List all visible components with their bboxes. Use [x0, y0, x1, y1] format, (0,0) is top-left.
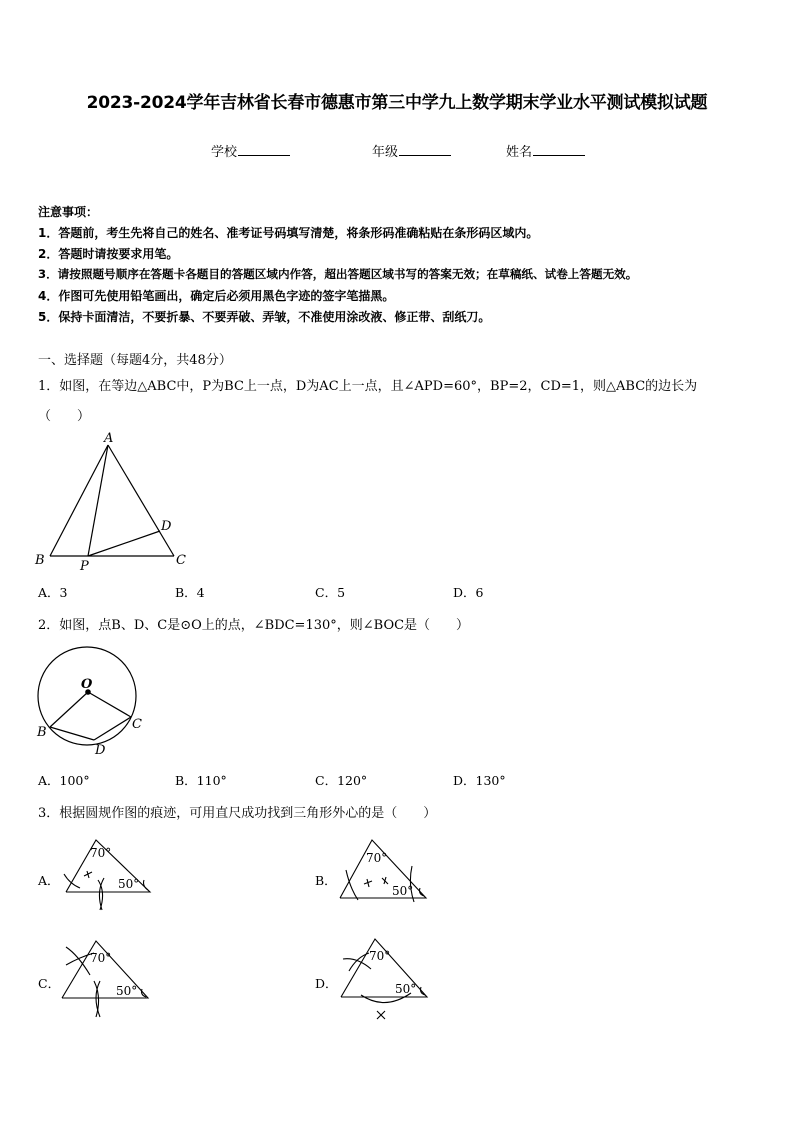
q1-option-a[interactable]: A．3: [38, 585, 68, 600]
q3b-cross-mark-2: [382, 877, 388, 884]
grade-field: [372, 141, 451, 160]
q3b-angle-top: 70°: [366, 851, 388, 865]
q3-figure-c: [58, 935, 158, 1025]
q1-label-b: B: [35, 553, 45, 568]
q3b-cross-mark-1: [364, 879, 372, 887]
school-field: [211, 141, 290, 160]
q3a-angle-arc: [144, 880, 149, 890]
name-label: 姓名: [506, 145, 533, 160]
name-field: [506, 141, 585, 160]
q1-side-ab: [50, 445, 108, 556]
q1-label-c: C: [176, 553, 186, 568]
q2-option-d[interactable]: D．130°: [453, 773, 506, 788]
q2-label-o: O: [81, 677, 93, 692]
name-blank: [533, 143, 585, 156]
q2-radius-ob: [50, 692, 88, 727]
q1-option-b[interactable]: B．4: [175, 585, 205, 600]
q2-figure: [30, 640, 160, 760]
q3b-angle-right: 50°: [392, 884, 414, 898]
q1-label-p: P: [80, 559, 89, 573]
school-blank: [238, 143, 290, 156]
q2-label-b: B: [37, 725, 47, 740]
section-heading: 一、选择题（每题4分，共48分）: [38, 353, 232, 368]
q3-option-d[interactable]: D．: [315, 976, 338, 991]
notice-item-1: 1．答题前，考生先将自己的姓名、准考证号码填写清楚，将条形码准确粘贴在条形码区域内。: [38, 226, 539, 240]
q1-label-a: A: [104, 431, 114, 446]
q3c-angle-top: 70°: [90, 951, 112, 965]
q1-option-c[interactable]: C．5: [315, 585, 346, 600]
q1-side-ac: [108, 445, 174, 556]
q2-chord-bd: [50, 727, 94, 740]
q3d-cross-mark: [377, 1011, 385, 1019]
page-title: 2023-2024学年吉林省长春市德惠市第三中学九上数学期末学业水平测试模拟试题: [86, 93, 708, 113]
notice-heading: 注意事项：: [38, 205, 99, 219]
q3c-angle-right: 50°: [116, 984, 138, 998]
grade-label: 年级: [372, 145, 399, 160]
q3-text: 3．根据圆规作图的痕迹，可用直尺成功找到三角形外心的是（ ）: [38, 806, 437, 821]
q3-option-c[interactable]: C．: [38, 976, 61, 991]
q2-radius-oc: [88, 692, 131, 717]
q1-text: 1．如图，在等边△ABC中，P为BC上一点，D为AC上一点，且∠APD=60°，BP=2，CD=1，则△ABC的边长为: [38, 379, 698, 394]
q3a-cross-mark: [84, 871, 92, 878]
q1-paren: （ ）: [38, 409, 91, 424]
q2-label-d: D: [95, 743, 106, 758]
q3d-arc-top-2: [349, 953, 369, 971]
q3-figure-d: [335, 935, 435, 1027]
q3d-angle-top: 70°: [369, 949, 391, 963]
q3a-angle-right: 50°: [118, 877, 140, 891]
q3-option-a[interactable]: A．: [38, 873, 60, 888]
q3d-angle-right: 50°: [395, 982, 417, 996]
notice-item-4: 4．作图可先使用铅笔画出，确定后必须用黑色字迹的签字笔描黑。: [38, 289, 395, 303]
q1-figure: [30, 428, 200, 573]
q1-segment-ap: [88, 445, 108, 556]
grade-blank: [399, 143, 451, 156]
q3-figure-b: [334, 832, 434, 907]
q1-segment-pd: [88, 531, 160, 556]
q3-figure-a: [60, 832, 160, 922]
q2-option-a[interactable]: A．100°: [38, 773, 90, 788]
q2-circle-o: [38, 647, 136, 745]
q3-option-b[interactable]: B．: [315, 873, 337, 888]
q2-chord-dc: [94, 717, 131, 740]
school-label: 学校: [211, 145, 238, 160]
notice-item-2: 2．答题时请按要求用笔。: [38, 247, 179, 261]
notice-item-3: 3．请按照题号顺序在答题卡各题目的答题区域内作答，超出答题区域书写的答案无效；在草稿纸、试卷上答题无效。: [38, 267, 638, 281]
q1-label-d: D: [161, 519, 172, 534]
q1-option-d[interactable]: D．6: [453, 585, 484, 600]
q3a-angle-top: 70°: [90, 846, 112, 860]
q2-option-b[interactable]: B．110°: [175, 773, 227, 788]
q2-label-c: C: [132, 717, 142, 732]
notice-item-5: 5．保持卡面清洁，不要折暴、不要弄破、弄皱，不准使用涂改液、修正带、刮纸刀。: [38, 310, 491, 324]
q2-text: 2．如图，点B、D、C是⊙O上的点，∠BDC=130°，则∠BOC是（ ）: [38, 618, 470, 633]
q2-option-c[interactable]: C．120°: [315, 773, 368, 788]
